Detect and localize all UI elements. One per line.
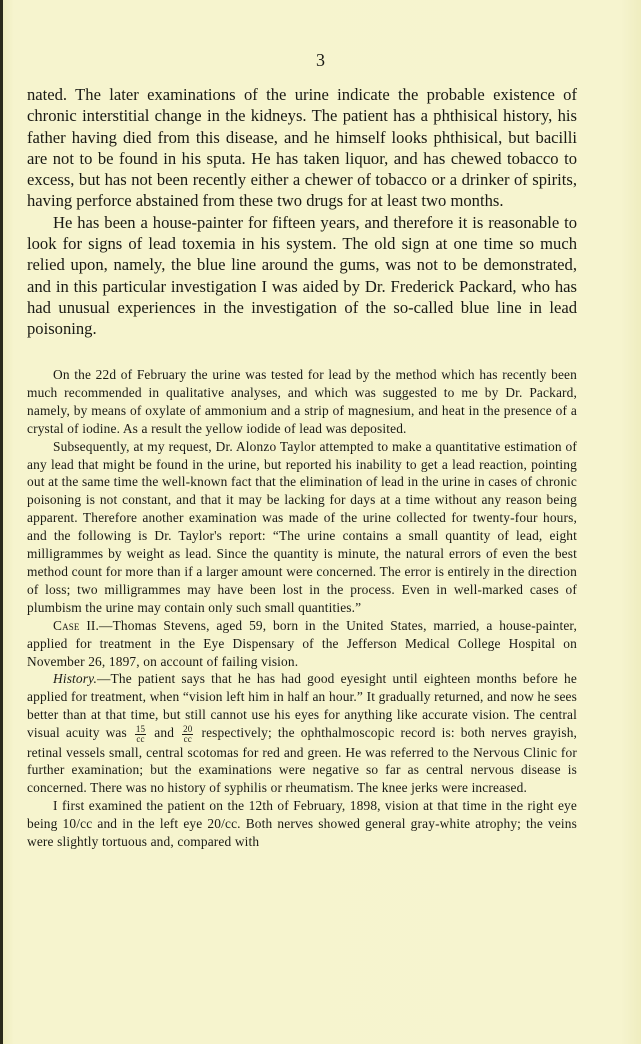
page-binding-edge xyxy=(0,0,3,1044)
history-text-b: respectively; the ophthalmoscopic record is: both nerves grayish, retinal vessels small, central scotomas for red and green. He was referred to the Nervous Clinic for further examination; but the examinations were negative so far as central nervous disease is concerned. There was no history of syphilis or rheumatism. The knee jerks were increased. xyxy=(27,725,578,796)
body-text-small xyxy=(27,366,577,851)
paragraph-urine-test: On the 22d of February the urine was tested for lead by the method which has recently been much recommended in qualitative analyses, and which was suggested to me by Dr. Packard, namely, by means of oxylate of ammonium and a strip of magnesium, and heat in the presence of a crystal of iodine. As a result the yellow iodide of lead was deposited. xyxy=(27,367,577,436)
body-text-large xyxy=(27,84,577,340)
fraction-one-denominator: cc xyxy=(136,733,145,744)
paragraph-continuation: nated. The later examinations of the urine indicate the probable existence of chronic interstitial change in the kidneys. The patient has a phthisical history, his father having died from this disease, and he himself looks phthisical, but bacilli are not to be found in his sputa. He has taken liquor, and has chewed tobacco to excess, but has not been recently either a chewer of tobacco or a drinker of spirits, having perforce abstained from these two drugs for at least two months. xyxy=(27,85,577,211)
page-number: 3 xyxy=(316,50,325,70)
history-and: and xyxy=(154,725,175,741)
case-label: Case II. xyxy=(53,617,100,633)
paragraph-taylor-report: Subsequently, at my request, Dr. Alonzo Taylor attempted to make a quantitative estimation of any lead that might be found in the urine, but reported his inability to get a lead reaction, pointing out at the same time the well-known fact that the elimination of lead in the urine in cases of chronic poisoning is not constant, and that it may be lacking for days at a time without any reason being apparent. Therefore another examination was made of the urine collected for twenty-four hours, and the following is Dr. Taylor's report: “The urine contains a small quantity of lead, eight milligrammes by weight as lead. Since the quantity is minute, the natural errors of even the best method count for more than if a larger amount were concerned. The error is entirely in the direction of loss; two milligrammes may have been lost in the process. Even in well-marked cases of plumbism the urine may contain only such small quantities.” xyxy=(27,438,577,615)
paragraph-first-exam: I first examined the patient on the 12th of February, 1898, vision at that time in the right eye being 10/cc and in the left eye 20/cc. Both nerves showed general gray-white atrophy; the veins were slightly tortuous and, compared with xyxy=(27,798,577,850)
fraction-two-numerator: 20 xyxy=(183,723,193,734)
history-label: History. xyxy=(53,671,97,687)
paragraph-house-painter: He has been a house-painter for fifteen years, and therefore it is reasonable to look for signs of lead toxemia in his system. The old sign at one time so much relied upon, namely, the blue line around the gums, was not to be demonstrated, and in this particular investigation I was aided by Dr. Frederick Packard, who has had unusual experiences in the investigation of the so-called blue line in lead poisoning. xyxy=(27,212,577,339)
fraction-two xyxy=(182,725,193,744)
paragraph-history xyxy=(27,670,577,797)
fraction-one xyxy=(135,725,146,744)
case-text: —Thomas Stevens, aged 59, born in the United States, married, a house-painter, applied for treatment in the Eye Dispensary of the Jefferson Medical College Hospital on November 26, 1897, on account of failing vision. xyxy=(27,617,578,669)
fraction-one-numerator: 15 xyxy=(135,723,146,734)
fraction-two-denominator: cc xyxy=(183,733,192,744)
history-text-a: —The patient says that he has had good eyesight until eighteen months before he applied for treatment, when “vision left him in half an hour.” It gradually returned, and now he sees better than at that time, but still cannot use his eyes for anything like accurate vision. The central visual acuity was xyxy=(27,671,577,741)
paragraph-case-two xyxy=(27,617,577,671)
